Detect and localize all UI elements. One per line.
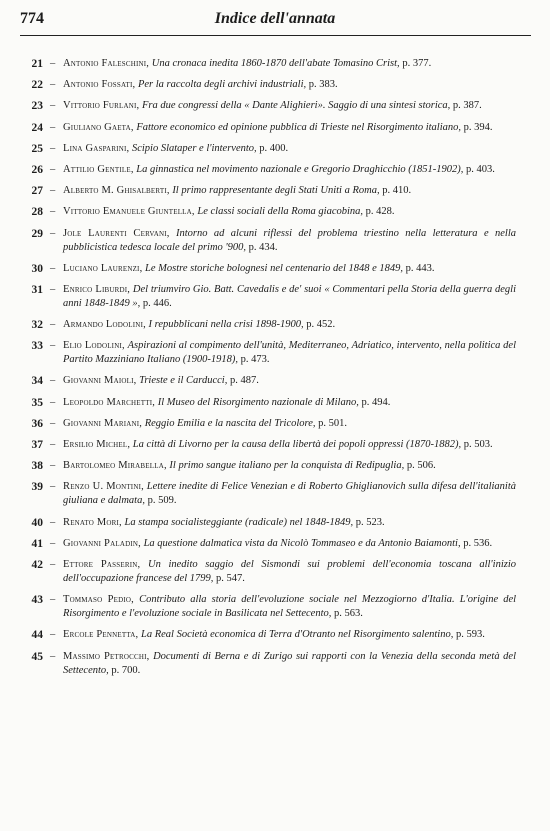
index-entry [16,142,516,156]
entry-author: Lina Gasparini, [63,142,130,154]
entry-title: Fattore economico ed opinione pubblica di Trieste nel Risorgimento italiano, [136,121,461,133]
index-entry [16,396,516,410]
entry-number: 42 [31,558,43,571]
entry-number: 34 [31,375,43,388]
entry-number: 30 [31,262,43,275]
entry-title: Reggio Emilia e la nascita del Tricolore, [144,417,316,429]
entry-dash: – [50,142,56,154]
entry-page: p. 446. [142,297,172,309]
entry-title: La questione dalmatica vista da Nicolò Tommaseo e da Antonio Baiamonti, [143,537,461,549]
entry-title: Un inedito saggio del Sismondi sui problemi dell'economia toscana all'inizio dell'occupazione francese del 1799, [63,558,517,584]
index-entry [16,480,516,508]
entry-title: La Real Società economica di Terra d'Otranto nel Risorgimento salentino, [140,629,454,641]
index-entry [16,184,516,198]
entry-page: p. 403. [466,163,495,175]
entry-page: p. 523. [355,516,385,528]
entry-author: Massimo Petrocchi, [63,650,150,662]
entry-page: p. 509. [147,495,177,507]
entry-dash: – [50,319,56,331]
entry-author: Luciano Laurenzi, [63,262,143,274]
entry-title: La città di Livorno per la causa della libertà dei popoli oppressi (1870-1882), [132,439,462,450]
entry-dash: – [50,439,56,450]
entry-number: 24 [31,121,43,134]
entry-dash: – [50,185,56,197]
index-entry [16,121,516,135]
entry-page: p. 547. [216,572,245,584]
index-entry [16,78,516,92]
entry-author: Enrico Liburdi, [63,283,131,295]
entry-dash: – [50,206,56,218]
index-entry [16,57,516,71]
entry-dash: – [50,58,56,69]
entry-number: 33 [31,340,43,353]
entry-title: Le classi sociali della Roma giacobina, [197,206,364,218]
entry-author: Vittorio Emanuele Giuntella, [63,206,195,218]
entry-number: 45 [31,650,43,663]
index-entry [16,558,516,586]
entry-page: p. 452. [306,319,336,331]
entry-title: Contributo alla storia dell'evoluzione sociale nel Mezzogiorno d'Italia. L'origine del Risorgimento e l'evoluzione sociale in Basilicata nel Settecento, [63,594,517,620]
entry-page: p. 400. [259,142,289,154]
entry-author: Alberto M. Ghisalberti, [63,185,170,197]
entry-title: Una cronaca inedita 1860-1870 dell'abate Tomasino Crist, [151,58,400,69]
entry-dash: – [50,516,56,528]
entry-dash: – [50,121,56,133]
entry-number: 26 [31,163,43,176]
index-entry [16,374,516,388]
entry-dash: – [50,396,56,408]
entry-title: Per la raccolta degli archivi industriali, [137,79,307,91]
index-entries [16,57,516,685]
entry-dash: – [50,417,56,429]
entry-number: 28 [31,206,43,219]
entry-page: p. 501. [318,417,348,429]
entry-number: 32 [31,319,43,332]
entry-page: p. 434. [248,241,278,253]
entry-page: p. 506. [406,460,436,472]
entry-title: La ginnastica nel movimento nazionale e Gregorio Draghicchio (1851-1902), [136,163,464,175]
entry-page: p. 443. [405,262,435,274]
entry-title: I repubblicani nella crisi 1898-1900, [148,319,304,331]
index-entry [16,318,516,332]
entry-author: Giovanni Maioli, [63,375,137,387]
entry-page: p. 563. [334,608,363,620]
entry-page: p. 377. [402,58,432,69]
index-entry [16,417,516,431]
index-entry [16,628,516,642]
entry-number: 22 [31,79,43,92]
page-header [20,10,530,34]
entry-title: Aspirazioni al compimento dell'unità, Mediterraneo, Adriatico, intervento, nella politica del Partito Mazziniano Italiano (1900-1918), [63,340,516,366]
entry-number: 27 [31,185,43,198]
entry-author: Elio Lodolini, [63,340,125,352]
entry-author: Attilio Gentile, [63,163,134,175]
entry-page: p. 473. [240,354,270,366]
entry-author: Giovanni Mariani, [63,417,143,429]
entry-author: Ettore Passerin, [63,558,141,570]
entry-number: 40 [31,516,43,529]
entry-number: 39 [31,481,43,494]
entry-number: 21 [31,58,43,70]
entry-dash: – [50,537,56,549]
page-number: 774 [20,10,44,27]
entry-title: Trieste e il Carducci, [139,375,228,387]
entry-page: p. 503. [463,439,493,450]
entry-title: Intorno ad alcuni riflessi del problema triestino nella letteratura e nella pubblicistica tedesca locale del primo '900, [63,227,516,253]
entry-dash: – [50,460,56,472]
entry-dash: – [50,163,56,175]
entry-page: p. 428. [365,206,395,218]
entry-page: p. 383. [308,79,338,91]
entry-title: Scipio Slataper e l'intervento, [131,142,257,154]
entry-dash: – [50,481,56,493]
index-entry [16,205,516,219]
entry-author: Renzo U. Montini, [63,481,144,493]
entry-author: Giuliano Gaeta, [63,121,134,133]
entry-dash: – [50,650,56,662]
entry-author: Tommaso Pedio, [63,594,134,606]
entry-number: 37 [31,439,43,451]
entry-number: 31 [31,283,43,296]
index-entry [16,262,516,276]
entry-number: 23 [31,100,43,113]
entry-dash: – [50,79,56,91]
entry-page: p. 593. [455,629,485,641]
entry-number: 25 [31,142,43,155]
entry-title: La stampa socialisteggiante (radicale) nel 1848-1849, [124,516,354,528]
index-entry [16,283,516,311]
entry-number: 38 [31,460,43,473]
entry-title: Le Mostre storiche bolognesi nel centenario del 1848 e 1849, [145,262,404,274]
entry-title: Il Museo del Risorgimento nazionale di Milano, [157,396,359,408]
index-entry [16,593,516,621]
entry-dash: – [50,340,56,352]
entry-author: Armando Lodolini, [63,319,146,331]
index-entry [16,99,516,113]
entry-author: Giovanni Paladin, [63,537,141,549]
entry-page: p. 487. [229,375,259,387]
entry-dash: – [50,375,56,387]
index-entry [16,438,516,452]
header-rule [20,35,531,36]
entry-page: p. 394. [463,121,493,133]
entry-number: 35 [31,396,43,409]
entry-dash: – [50,594,56,606]
index-entry [16,650,516,678]
index-entry [16,227,516,255]
entry-page: p. 410. [382,185,412,197]
entry-author: Leopoldo Marchetti, [63,396,156,408]
entry-title: Documenti di Berna e di Zurigo sui rapporti con la Venezia della seconda metà del Settecento, [63,650,517,676]
entry-title: Il primo sangue italiano per la conquista di Redipuglia, [169,460,405,472]
entry-title: Lettere inedite di Felice Venezian e di Roberto Ghiglianovich sulla difesa dell'italianità giuliana e dalmata, [63,481,516,507]
entry-dash: – [50,100,56,112]
entry-author: Renato Mori, [63,516,122,528]
entry-dash: – [50,558,56,570]
entry-author: Antonio Faleschini, [63,58,150,69]
index-entry [16,537,516,551]
entry-page: p. 387. [452,100,482,112]
entry-author: Vittorio Furlani, [63,100,140,112]
entry-author: Jole Laurenti Cervani, [63,227,170,239]
entry-number: 43 [31,594,43,607]
index-entry [16,459,516,473]
entry-author: Ercole Pennetta, [63,629,139,641]
entry-author: Ersilio Michel, [63,439,131,450]
index-entry [16,516,516,530]
entry-number: 44 [31,629,43,642]
entry-page: p. 700. [111,664,141,676]
index-entry [16,163,516,177]
index-entry [16,339,516,367]
entry-page: p. 494. [361,396,391,408]
entry-number: 41 [31,537,43,550]
entry-page: p. 536. [463,537,493,549]
entry-number: 36 [31,417,43,430]
entry-dash: – [50,262,56,274]
running-title: Indice dell'annata [214,10,336,27]
entry-dash: – [50,283,56,295]
entry-title: Fra due congressi della « Dante Alighieri». Saggio di una sintesi storica, [142,100,451,112]
entry-title: Del triumviro Gio. Batt. Cavedalis e de' suoi « Commentari pella Storia della guerra degli anni 1848-1849 », [63,283,517,309]
entry-number: 29 [31,227,43,240]
entry-title: Il primo rappresentante degli Stati Uniti a Roma, [172,185,380,197]
entry-dash: – [50,629,56,641]
entry-author: Antonio Fossati, [63,79,136,91]
entry-dash: – [50,227,56,239]
entry-author: Bartolomeo Mirabella, [63,460,167,472]
